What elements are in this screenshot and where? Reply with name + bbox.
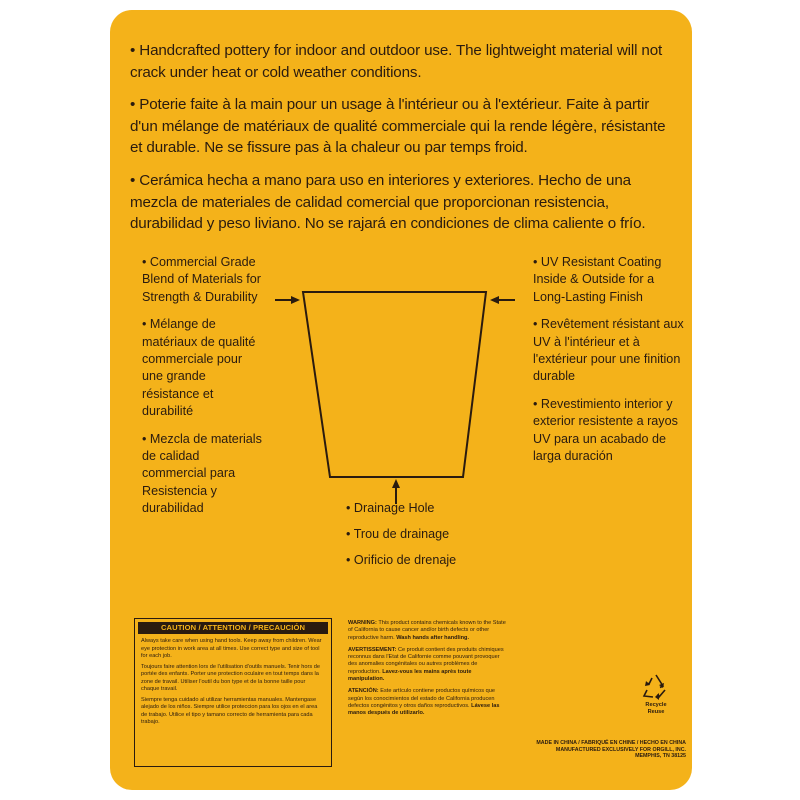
prop65-warning [348, 620, 508, 723]
description-english: • Handcrafted pottery for indoor and outdoor use. The lightweight material will not crack under heat or cold weather conditions. [130, 42, 663, 81]
right-feature-fr: • Revêtement résistant aux UV à l'intérieur et à l'extérieur pour une finition durable [533, 317, 684, 384]
drainage-es: • Orificio de drenaje [346, 553, 457, 567]
right-feature-es: • Revestimiento interior y exterior resistente a rayos UV para un acabado de larga duración [533, 396, 678, 464]
recycle-icon [641, 672, 671, 700]
drainage-labels [346, 500, 546, 578]
recycle-badge: Recycle Reuse [636, 672, 676, 715]
product-label-card [110, 10, 692, 790]
left-feature-en: • Commercial Grade Blend of Materials for Strength & Durability [142, 255, 261, 304]
caution-en: Always take care when using hand tools. Keep away from children. Wear eye protection in work area at all times. Use correct type and size of tool for each job. [141, 638, 322, 659]
caution-box [134, 618, 332, 767]
right-feature-en: • UV Resistant Coating Inside & Outside for a Long-Lasting Finish [533, 255, 662, 304]
pot-outline [303, 292, 486, 477]
drainage-en: • Drainage Hole [346, 501, 435, 515]
warning-en: WARNING: This product contains chemicals known to the State of California to cause cancer and/or birth defects or other reproductive harm. Wash hands after handling. [348, 620, 506, 641]
warning-es: ATENCIÓN: Este artículo contiene productos químicos que según los conocimientos del estado de California producen defectos congénitos y otros daños reproductivos. Lávese las manos después de utilizarlo. [348, 688, 500, 717]
left-feature-es: • Mezcla de materials de calidad commercial para Resistencia y durabilidad [142, 431, 262, 516]
drainage-fr: • Trou de drainage [346, 527, 450, 541]
caution-fr: Toujours faire attention lors de l'utilisation d'outils manuels. Tenir hors de portée des enfants. Porter une protection oculaire en tout temps dans la zone de travail. Utiliser l'outil du bon type et de la bonne taille pour chaque travail. [141, 663, 320, 692]
description-french: • Poterie faite à la main pour un usage à l'intérieur ou à l'extérieur. Faite à partir d'un mélange de matériaux de qualité commerciale qui la rende légère, résistante et durable. Ne se fissure pas à la chaleur ou par temps froid. [130, 96, 666, 157]
caution-title: CAUTION / ATTENTION / PRECAUCIÓN [138, 622, 328, 634]
arrow-up-icon [392, 479, 400, 488]
warning-fr: AVERTISSEMENT: Ce produit contient des produits chimiques reconnus dans l'Etat de Californie comme pouvant provoquer des anomalies congénitales ou autres problèmes de reproduction. Lavez-vous les mains après toute manipulation. [348, 646, 504, 683]
made-in-info: MADE IN CHINA / FABRIQUÉ EN CHINE / HECHO EN CHINA MANUFACTURED EXCLUSIVELY FOR ORGILL, INC. MEMPHIS, TN 38125 [536, 740, 686, 760]
arrow-right-icon [490, 296, 499, 304]
description-spanish: • Cerámica hecha a mano para uso en interiores y exteriores. Hecho de una mezcla de materiales de calidad comercial que proporcionan resistencia, durabilidad y peso liviano. No se rajará en condiciones de clima caliente o frío. [130, 172, 646, 233]
arrow-left-icon [291, 296, 300, 304]
caution-es: Siempre tenga cuidado al utilizar herramientas manuales. Mantengase alejado de los niños. Siempre utilice proteccion para los ojos en el area de trabajo. Utilice el tipo y tamano correcto de herramienta para cada trabajo. [141, 696, 318, 725]
left-feature-fr: • Mélange de matériaux de qualité commerciale pour une grande résistance et durabilité [142, 317, 256, 419]
